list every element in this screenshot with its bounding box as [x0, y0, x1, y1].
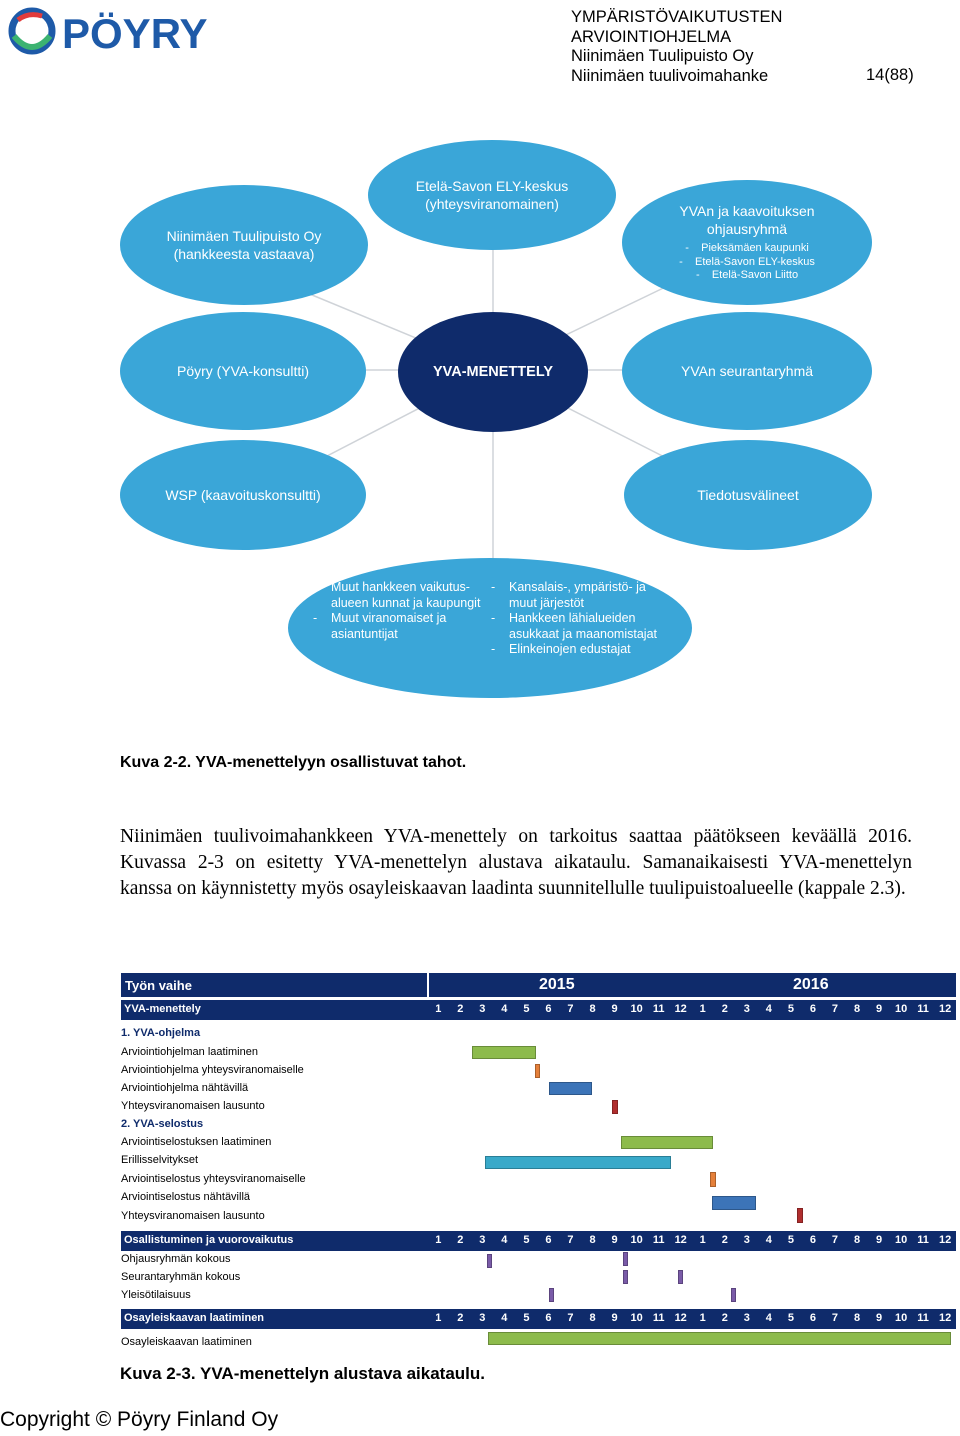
month-label: 7	[831, 1234, 839, 1246]
gantt-year-2016: 2016	[793, 976, 829, 993]
figure-caption-1: Kuva 2-2. YVA-menettelyyn osallistuvat tahot.	[120, 754, 467, 771]
node-ely-centre	[368, 140, 616, 250]
node-wsp	[120, 440, 366, 550]
node-consultant	[120, 312, 366, 430]
month-label: 4	[765, 1234, 772, 1246]
stakeholder-item: - Muut hankkeen vaikutus-alueen kunnat ja kaupungit	[313, 580, 481, 610]
gantt-row: Yleisötilaisuus	[121, 1289, 191, 1301]
header-line-3: Niinimäen Tuulipuisto Oy	[571, 47, 754, 65]
steer-item: - Etelä-Savon ELY-keskus	[679, 255, 815, 268]
node-yva-center	[398, 312, 588, 432]
ely-label-1: Etelä-Savon ELY-keskus	[415, 178, 569, 194]
gantt-row: Arviointiselostus nähtävillä	[121, 1191, 251, 1203]
month-label: 7	[831, 1312, 839, 1324]
schedule-gantt	[121, 973, 956, 1353]
month-label: 3	[743, 1234, 750, 1246]
month-label: 12	[674, 1312, 687, 1324]
consultant-label: Pöyry (YVA-konsultti)	[177, 363, 309, 379]
gantt-row: Seurantaryhmän kokous	[121, 1271, 241, 1283]
gantt-row: Osayleiskaavan laatiminen	[121, 1336, 252, 1348]
month-label: 6	[545, 1234, 552, 1246]
gantt-row: Yhteysviranomaisen lausunto	[121, 1210, 265, 1222]
stakeholder-item: - Muut viranomaiset ja asiantuntijat	[313, 611, 447, 641]
month-label: 7	[567, 1003, 574, 1015]
month-label: 3	[479, 1312, 486, 1324]
month-label: 10	[630, 1312, 643, 1324]
month-label: 5	[787, 1003, 794, 1015]
month-label: 10	[630, 1003, 643, 1015]
bar-program-to-authority	[535, 1064, 540, 1078]
bar-public-event-2	[731, 1288, 736, 1302]
month-label: 3	[479, 1234, 486, 1246]
gantt-row: Arviointiohjelman laatiminen	[121, 1046, 258, 1058]
node-project-owner	[120, 185, 368, 305]
month-label: 2	[457, 1312, 464, 1324]
month-label: 10	[630, 1234, 643, 1246]
month-label: 3	[743, 1312, 750, 1324]
month-label: 11	[917, 1003, 929, 1015]
steer-item: - Etelä-Savon Liitto	[695, 269, 799, 282]
month-label: 2	[457, 1003, 464, 1015]
month-label: 5	[523, 1003, 530, 1015]
stakeholder-item: - Hankkeen lähialueiden asukkaat ja maanomistajat	[491, 611, 657, 641]
month-label: 12	[674, 1234, 687, 1246]
owner-label-1: Niinimäen Tuulipuisto Oy	[166, 228, 322, 244]
month-label: 7	[831, 1003, 839, 1015]
month-label: 8	[853, 1234, 861, 1246]
month-label: 12	[674, 1003, 687, 1015]
month-label: 11	[652, 1312, 665, 1324]
month-label: 12	[939, 1003, 952, 1015]
gantt-row: Ohjausryhmän kokous	[121, 1253, 231, 1265]
month-label: 9	[875, 1234, 883, 1246]
gantt-row: Arviointiselostuksen laatiminen	[121, 1136, 272, 1148]
month-label: 7	[567, 1312, 574, 1324]
month-label: 10	[894, 1312, 908, 1324]
node-steering-group	[622, 180, 872, 305]
footer-copyright: Copyright © Pöyry Finland Oy	[0, 1408, 279, 1431]
month-label: 5	[523, 1312, 530, 1324]
header-line-4: Niinimäen tuulivoimahanke	[571, 66, 769, 85]
owner-label-2: (hankkeesta vastaava)	[173, 246, 315, 262]
month-label: 7	[567, 1234, 574, 1246]
month-label: 9	[611, 1003, 618, 1015]
month-label: 9	[611, 1312, 618, 1324]
figure-caption-2: Kuva 2-3. YVA-menettelyn alustava aikataulu.	[120, 1364, 486, 1383]
month-label: 4	[501, 1003, 508, 1015]
month-label: 3	[743, 1003, 750, 1015]
month-label: 2	[721, 1312, 728, 1324]
bar-report-on-display	[712, 1196, 756, 1210]
media-label: Tiedotusvälineet	[697, 487, 799, 503]
steer-item: - Pieksämäen kaupunki	[685, 242, 809, 255]
month-label: 9	[875, 1312, 883, 1324]
stakeholder-item: - Elinkeinojen edustajat	[491, 642, 631, 656]
gantt-sub-report: 2. YVA-selostus	[121, 1118, 204, 1130]
month-label: 9	[611, 1234, 618, 1246]
month-label: 6	[545, 1003, 552, 1015]
header-line-2: ARVIOINTIOHJELMA	[571, 27, 732, 46]
poyry-logo	[8, 6, 258, 56]
month-label: 6	[545, 1312, 552, 1324]
bar-report-drafting	[621, 1136, 713, 1149]
node-media	[624, 440, 872, 550]
month-label: 5	[787, 1234, 794, 1246]
bar-followup-meeting-1	[623, 1270, 628, 1284]
month-label: 11	[652, 1234, 665, 1246]
gantt-phase-label: Työn vaihe	[125, 978, 192, 993]
month-label: 2	[721, 1003, 728, 1015]
gantt-section-participation-label: Osallistuminen ja vuorovaikutus	[124, 1234, 294, 1246]
bar-followup-meeting-2	[678, 1270, 683, 1284]
node-other-stakeholders	[288, 558, 692, 698]
gantt-year-2015: 2015	[539, 976, 575, 993]
bar-public-event-1	[549, 1288, 554, 1302]
month-label: 5	[523, 1234, 530, 1246]
steer-label-2: ohjausryhmä	[706, 221, 788, 238]
bar-authority-statement	[612, 1100, 618, 1114]
stakeholder-item: - Kansalais-, ympäristö- ja muut järjestöt	[491, 580, 646, 610]
month-label: 1	[699, 1234, 706, 1246]
document-header	[571, 8, 782, 86]
month-label: 6	[809, 1312, 816, 1324]
wsp-label: WSP (kaavoituskonsultti)	[165, 487, 321, 503]
stakeholders-right-list	[491, 580, 667, 658]
month-label: 1	[435, 1003, 442, 1015]
month-label: 11	[917, 1312, 929, 1324]
month-label: 8	[589, 1234, 596, 1246]
month-label: 4	[765, 1312, 772, 1324]
node-followup-group	[622, 312, 872, 430]
center-label: YVA-MENETTELY	[432, 364, 554, 380]
bar-steering-meeting-2	[623, 1252, 628, 1266]
month-label: 3	[479, 1003, 486, 1015]
brand-text: PÖYRY	[62, 10, 208, 56]
month-label: 4	[501, 1234, 508, 1246]
month-label: 5	[787, 1312, 794, 1324]
header-line-1: YMPÄRISTÖVAIKUTUSTEN	[571, 8, 783, 26]
bar-program-drafting	[472, 1046, 536, 1059]
gantt-section-yva-label: YVA-menettely	[124, 1003, 201, 1015]
month-label: 12	[939, 1234, 952, 1246]
bar-report-statement	[797, 1208, 803, 1223]
month-label: 4	[501, 1312, 508, 1324]
gantt-row: Arviointiselostus yhteysviranomaiselle	[121, 1173, 306, 1185]
gantt-row: Arviointiohjelma nähtävillä	[121, 1082, 249, 1094]
month-label: 10	[894, 1003, 908, 1015]
followup-label: YVAn seurantaryhmä	[680, 363, 814, 379]
bar-steering-meeting-1	[487, 1254, 492, 1268]
stakeholders-left-list	[313, 580, 481, 642]
month-label: 1	[699, 1003, 706, 1015]
steer-label-1: YVAn ja kaavoituksen	[679, 203, 815, 220]
month-label: 2	[721, 1234, 728, 1246]
gantt-sub-program: 1. YVA-ohjelma	[121, 1027, 201, 1039]
month-label: 8	[589, 1312, 596, 1324]
month-label: 12	[939, 1312, 952, 1324]
gantt-row: Arviointiohjelma yhteysviranomaiselle	[121, 1064, 304, 1076]
month-label: 4	[765, 1003, 772, 1015]
month-label: 1	[435, 1312, 442, 1324]
gantt-row: Erillisselvitykset	[121, 1154, 199, 1166]
page-number: 14(88)	[866, 66, 914, 84]
month-label: 11	[652, 1003, 665, 1015]
body-paragraph: Niinimäen tuulivoimahankkeen YVA-menettely on tarkoitus saattaa päätökseen keväällä 2016. Kuvassa 2-3 on esitetty YVA-menettelyn alustava aikataulu. Samanaikaisesti YVA-menettelyn kanssa on käynnistetty myös osayleiskaavan laadinta suunnitellulle tuulipuistoalueelle (kappale 2.3).	[120, 826, 912, 899]
bar-report-to-authority	[710, 1172, 716, 1187]
month-label: 8	[589, 1003, 596, 1015]
bar-separate-studies	[485, 1156, 671, 1169]
bar-program-on-display	[549, 1082, 592, 1095]
month-label: 1	[435, 1234, 442, 1246]
ely-label-2: (yhteysviranomainen)	[425, 196, 559, 212]
month-label: 8	[853, 1003, 861, 1015]
gantt-row: Yhteysviranomaisen lausunto	[121, 1100, 265, 1112]
stakeholder-diagram	[0, 130, 960, 700]
month-label: 11	[917, 1234, 929, 1246]
gantt-section-plan-label: Osayleiskaavan laatiminen	[124, 1312, 265, 1324]
month-label: 1	[699, 1312, 706, 1324]
bar-master-plan	[488, 1332, 951, 1345]
month-label: 10	[894, 1234, 908, 1246]
month-label: 6	[809, 1003, 816, 1015]
month-label: 8	[853, 1312, 861, 1324]
month-label: 2	[457, 1234, 464, 1246]
month-label: 6	[809, 1234, 816, 1246]
gantt-bars-layer	[121, 973, 956, 1353]
month-label: 9	[875, 1003, 883, 1015]
